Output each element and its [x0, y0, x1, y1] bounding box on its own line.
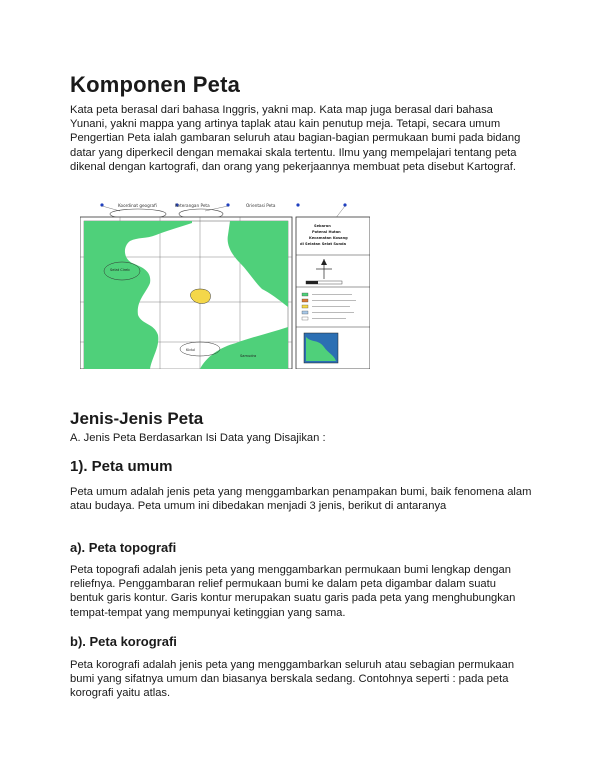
page-title: Komponen Peta — [70, 72, 241, 97]
callout-dot — [296, 203, 299, 206]
map-title-line: di Selatan Selat Sunda — [300, 242, 347, 246]
callout-label: Keterangan Peta — [175, 203, 210, 208]
callout-label: Orientasi Peta — [246, 203, 276, 208]
peta-umum-heading: 1). Peta umum — [70, 458, 173, 475]
peta-umum-paragraph: Peta umum adalah jenis peta yang menggambarkan penampakan bumi, baik fenomena alam atau budaya. Peta umum ini dibedakan menjadi 3 jenis, berikut di antaranya — [70, 486, 532, 513]
section-subheading: A. Jenis Peta Berdasarkan Isi Data yang Disajikan : — [70, 432, 326, 444]
peta-korografi-paragraph: Peta korografi adalah jenis peta yang menggambarkan seluruh atau sebagian permukaan bumi yang sifatnya umum dan biasanya berskala sedang. Contohnya seperti : pada peta korografi yaitu atlas. — [70, 659, 515, 700]
legend-swatch — [302, 293, 308, 296]
legend-swatch — [302, 317, 308, 320]
map-title-line: Potensi Hutan — [312, 230, 341, 234]
callout-label: Koordinat geografi — [118, 203, 157, 208]
map-figure — [80, 197, 370, 369]
map-title-line: Kecamatan Kosang — [309, 236, 348, 240]
peta-korografi-heading: b). Peta korografi — [70, 634, 177, 649]
peta-topografi-heading: a). Peta topografi — [70, 540, 177, 555]
legend-swatch — [302, 299, 308, 302]
peta-topografi-paragraph: Peta topografi adalah jenis peta yang menggambarkan permukaan bumi lengkap dengan reliefnya. Penggambaran relief permukaan bumi ke dalam peta digambar dalam suatu bentuk garis kontur. Garis kontur merupakan suatu garis pada peta yang menghubungkan tempat-tempat yang mempunyai ketinggian yang sama. — [70, 564, 516, 619]
intro-paragraph: Kata peta berasal dari bahasa Inggris, yakni map. Kata map juga berasal dari bahasa Yunani, yakni mappa yang artinya taplak atau kain penutup meja. Tetapi, secara umum Pengertian Peta ialah gambaran seluruh atau bagian-bagian permukaan bumi pada bidang datar yang diperkecil dengan memakai skala tertentu. Ilmu yang mempelajari tentang peta dikenal dengan kartografi, dan orang yang pekerjaannya membuat peta disebut Kartograf. — [70, 104, 521, 173]
map-title-line: Sebaran — [314, 224, 331, 228]
map-label: Kidul — [186, 348, 195, 352]
map-illustration — [80, 197, 370, 369]
map-label: Samudra — [240, 354, 257, 358]
section-heading: Jenis-Jenis Peta — [70, 409, 204, 428]
map-label: Selat Cireb — [110, 268, 130, 272]
legend-swatch — [302, 311, 308, 314]
legend-swatch — [302, 305, 308, 308]
